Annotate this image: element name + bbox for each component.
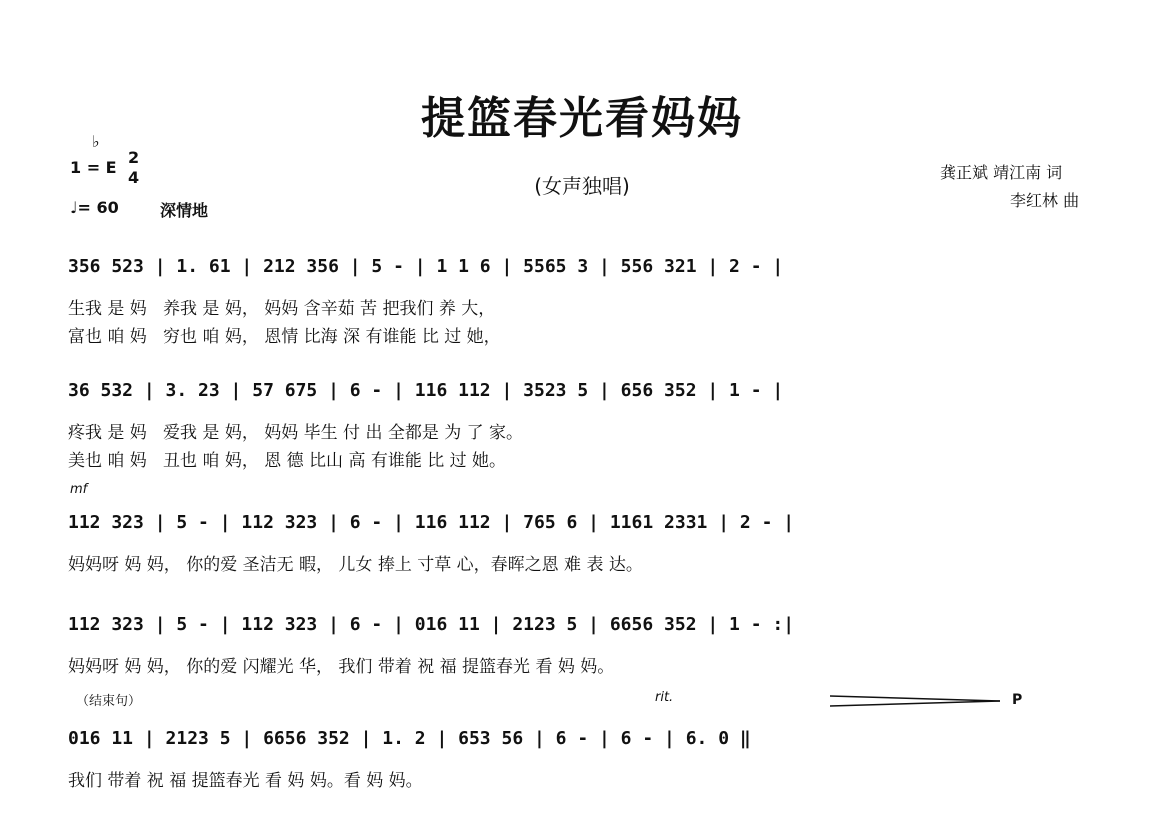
score-row-5 — [68, 728, 1108, 798]
notation-line: 112 323 | 5 - | 112 323 | 6 - | 116 112 | 765 6 | 1161 2331 | 2 - | — [68, 512, 795, 533]
dynamic-marking: mf — [70, 482, 88, 497]
tempo-marking: ♩= 60 — [70, 198, 119, 217]
page-title: 提篮春光看妈妈 — [421, 93, 743, 144]
score-row-1 — [68, 256, 1108, 351]
lyrics-verse-2: 富也 咱 妈 穷也 咱 妈， 恩情 比海 深 有谁能 比 过 她， — [68, 327, 501, 347]
ending-label: （结束句） — [76, 694, 142, 709]
lyrics-verse: 妈妈呀 妈 妈， 你的爱 闪耀光 华， 我们 带着 祝 福 提篮春光 看 妈 妈。 — [68, 657, 615, 677]
key-signature: 1 = E — [70, 158, 117, 177]
notation-line: 016 11 | 2123 5 | 6656 352 | 1. 2 | 653 56 | 6 - | 6 - | 6. 0 ‖ — [68, 728, 751, 749]
lyrics-verse: 妈妈呀 妈 妈， 你的爱 圣洁无 暇， 儿女 捧上 寸草 心，春晖之恩 难 表 达。 — [68, 555, 643, 575]
lyrics-verse-2: 美也 咱 妈 丑也 咱 妈， 恩 德 比山 高 有谁能 比 过 她。 — [68, 451, 507, 471]
score-row-2 — [68, 380, 1108, 475]
lyricist-credit: 龚正斌 靖江南 词 — [940, 163, 1063, 182]
score-row-4 — [68, 614, 1108, 684]
time-signature-top: 2 — [128, 148, 140, 167]
subtitle: (女声独唱) — [534, 174, 630, 198]
time-signature-bottom: 4 — [128, 168, 140, 187]
decrescendo-hairpin — [830, 690, 1000, 712]
composer-credit: 李红林 曲 — [1010, 191, 1080, 210]
lyrics-verse-1: 疼我 是 妈 爱我 是 妈， 妈妈 毕生 付 出 全都是 为 了 家。 — [68, 423, 524, 443]
ritardando-marking: rit. — [655, 690, 674, 705]
flat-sign: ♭ — [92, 132, 100, 151]
expression-marking: 深情地 — [160, 201, 209, 220]
score-row-3 — [68, 512, 1108, 582]
piano-marking: P — [1012, 692, 1023, 708]
lyrics-verse: 我们 带着 祝 福 提篮春光 看 妈 妈。看 妈 妈。 — [68, 771, 423, 791]
notation-line: 36 532 | 3. 23 | 57 675 | 6 - | 116 112 | 3523 5 | 656 352 | 1 - | — [68, 380, 784, 401]
notation-line: 112 323 | 5 - | 112 323 | 6 - | 016 11 | 2123 5 | 6656 352 | 1 - :| — [68, 614, 795, 635]
lyrics-verse-1: 生我 是 妈 养我 是 妈， 妈妈 含辛茹 苦 把我们 养 大， — [68, 299, 496, 319]
notation-line: 356 523 | 1. 61 | 212 356 | 5 - | 1 1 6 | 5565 3 | 556 321 | 2 - | — [68, 256, 784, 277]
